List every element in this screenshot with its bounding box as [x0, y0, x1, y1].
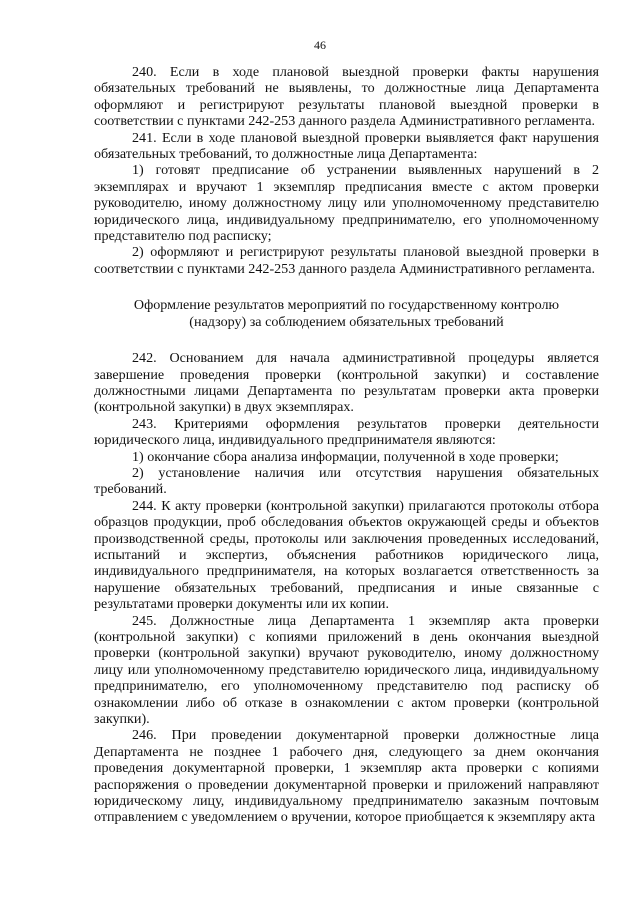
paragraph-246: 246. При проведении документарной проверки должностные лица Департамента не позднее 1 рабочего дня, следующего за днем окончания проведения документарной проверки, 1 экземпляр акта проверки с копиями распоряжения о проведении документарной проверки и приложений направляют юридическому лицу, индивидуальному предпринимателю заказным почтовым отправлением с уведомлением о вручении, которое приобщается к экземпляру акта: [94, 727, 599, 826]
paragraph-240: 240. Если в ходе плановой выездной проверки факты нарушения обязательных требований не выявлены, то должностные лица Департамента оформляют и регистрируют результаты плановой выездной проверки в соответствии с пунктами 242-253 данного раздела Административного регламента.: [94, 64, 599, 130]
section-heading-line-2: (надзору) за соблюдением обязательных требований: [189, 313, 504, 330]
section-heading: [94, 297, 599, 330]
paragraph-245: 245. Должностные лица Департамента 1 экземпляр акта проверки (контрольной закупки) с копиями приложений в день окончания выездной проверки (контрольной закупки) вручают руководителю, иному должностному лицу или уполномоченному представителю юридического лица, индивидуальному предпринимателю, его уполномоченному представителю под расписку об ознакомлении либо об отказе в ознакомлении с актом проверки (контрольной закупки).: [94, 612, 599, 728]
paragraph-244: 244. К акту проверки (контрольной закупки) прилагаются протоколы отбора образцов продукции, проб обследования объектов окружающей среды и объектов производственной среды, протоколы или заключения проведенных исследований, испытаний и экспертиз, объяснения работников юридического лица, индивидуального предпринимателя, на которых возлагается ответственность за нарушение обязательных требований, предписания и иные связанные с результатами проверки документы или их копии.: [94, 497, 599, 613]
paragraph-241-item-1: 1) готовят предписание об устранении выявленных нарушений в 2 экземплярах и вручают 1 экземпляр предписания вместе с актом проверки руководителю, иному должностному лицу или уполномоченному представителю юридического лица, индивидуальному предпринимателю, его уполномоченному представителю под расписку;: [94, 162, 599, 245]
section-heading-line-1: Оформление результатов мероприятий по государственному контролю: [133, 297, 560, 314]
paragraph-243-item-2: 2) установление наличия или отсутствия нарушения обязательных требований.: [94, 464, 599, 498]
paragraph-243-item-1: 1) окончание сбора анализа информации, полученной в ходе проверки;: [132, 448, 559, 465]
paragraph-241-item-2: 2) оформляют и регистрируют результаты плановой выездной проверки в соответствии с пунктами 242-253 данного раздела Административного регламента.: [94, 244, 599, 277]
document-body: [94, 64, 599, 826]
page-number: 46: [314, 38, 326, 52]
paragraph-243: 243. Критериями оформления результатов проверки деятельности юридического лица, индивидуального предпринимателя являются:: [94, 415, 599, 449]
paragraph-241: 241. Если в ходе плановой выездной проверки выявляется факт нарушения обязательных требований, то должностные лица Департамента:: [94, 129, 599, 163]
paragraph-242: 242. Основанием для начала административной процедуры является завершение проведения проверки (контрольной закупки) и составление должностными лицами Департамента по результатам проверки акта проверки (контрольной закупки) в двух экземплярах.: [94, 350, 599, 416]
